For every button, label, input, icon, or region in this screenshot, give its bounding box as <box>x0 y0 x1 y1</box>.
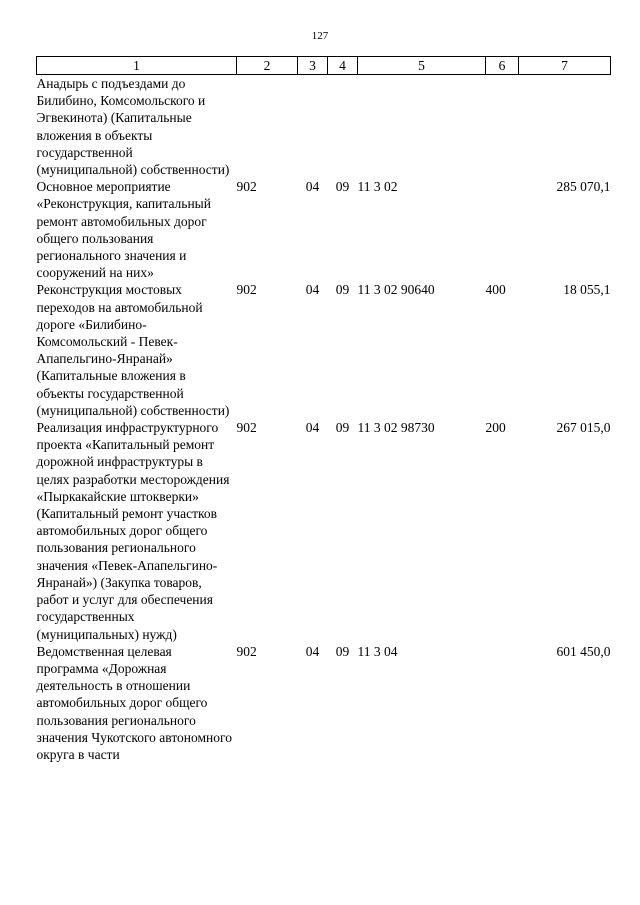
page-number: 127 <box>311 30 329 42</box>
row-name: Анадырь с подъездами до Билибино, Комсомольского и Эгвекинота) (Капитальные вложения в объекты государственной (муниципальной) собственности) <box>36 76 230 178</box>
header-row <box>37 57 611 75</box>
row-target: 11 3 04 <box>357 643 398 659</box>
row-section: 04 <box>305 643 320 659</box>
row-name: Реализация инфраструктурного проекта «Капитальный ремонт дорожной инфраструктуры в целях разработки месторождения «Пыркакайские штокверки» (Капитальный ремонт участков автомобильных дорог общего пользования регионального значения «Певек-Апапельгино-Янранай») (Закупка товаров, работ и услуг для обеспечения государственных (муниципальных) нужд) <box>36 420 230 642</box>
header-col-1: 1 <box>37 57 237 75</box>
row-subsection: 09 <box>335 643 350 659</box>
row-ministry <box>237 75 298 179</box>
header-col-6: 6 <box>486 57 519 75</box>
table-row <box>37 281 611 419</box>
table-row <box>37 178 611 281</box>
table-row <box>37 75 611 179</box>
row-name: Ведомственная целевая программа «Дорожная деятельность в отношении автомобильных дорог общего пользования регионального значения Чукотского автономного округа в части <box>36 643 232 762</box>
row-section: 04 <box>305 420 320 436</box>
row-target: 11 3 02 90640 <box>357 282 435 298</box>
row-ministry: 902 <box>236 643 257 659</box>
row-expense-type <box>486 643 519 763</box>
row-expense-type: 200 <box>485 420 506 436</box>
row-expense-type: 400 <box>485 282 506 298</box>
table-body <box>37 75 611 764</box>
row-target <box>358 75 486 179</box>
row-name: Основное мероприятие «Реконструкция, капитальный ремонт автомобильных дорог общего пользования регионального значения и сооружений на них» <box>36 179 211 281</box>
table-row <box>37 643 611 763</box>
row-subsection: 09 <box>335 179 350 195</box>
row-amount <box>519 75 611 179</box>
row-amount: 601 450,0 <box>556 643 611 659</box>
row-name: Реконструкция мостовых переходов на автомобильной дороге «Билибино-Комсомольский - Певек-Апапельгино-Янранай» (Капитальные вложения в объекты государственной (муниципальной) собственности) <box>36 282 230 418</box>
row-target: 11 3 02 <box>357 179 398 195</box>
budget-table <box>36 56 611 763</box>
row-amount: 285 070,1 <box>556 179 611 195</box>
row-subsection <box>328 75 358 179</box>
header-col-5: 5 <box>358 57 486 75</box>
row-target: 11 3 02 98730 <box>357 420 435 436</box>
row-expense-type <box>486 178 519 281</box>
row-section: 04 <box>305 282 320 298</box>
row-expense-type <box>486 75 519 179</box>
row-amount: 18 055,1 <box>563 282 611 298</box>
row-section <box>298 75 328 179</box>
row-amount: 267 015,0 <box>556 420 611 436</box>
header-col-4: 4 <box>328 57 358 75</box>
row-subsection: 09 <box>335 420 350 436</box>
row-ministry: 902 <box>236 179 257 195</box>
table-header <box>37 57 611 75</box>
row-section: 04 <box>305 179 320 195</box>
header-col-7: 7 <box>519 57 611 75</box>
header-col-2: 2 <box>237 57 298 75</box>
row-ministry: 902 <box>236 420 257 436</box>
table-row <box>37 419 611 643</box>
header-col-3: 3 <box>298 57 328 75</box>
row-ministry: 902 <box>236 282 257 298</box>
row-subsection: 09 <box>335 282 350 298</box>
